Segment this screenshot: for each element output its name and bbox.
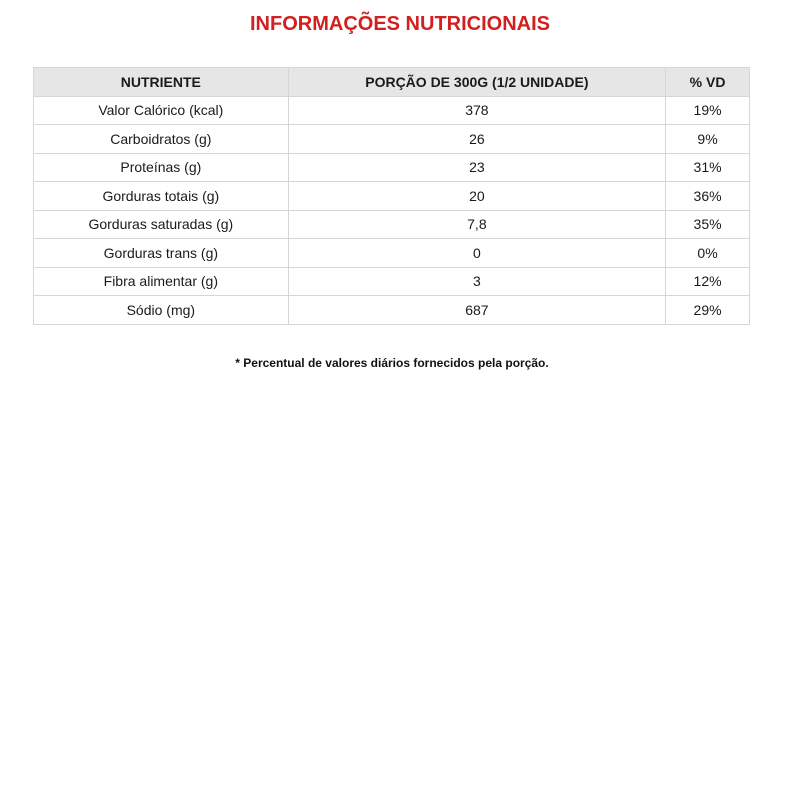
header-daily-value: % VD — [666, 68, 750, 97]
portion-cell: 3 — [288, 267, 665, 296]
page-title: INFORMAÇÕES NUTRICIONAIS — [250, 13, 550, 35]
table-row — [34, 267, 750, 296]
daily-value-cell: 12% — [666, 267, 750, 296]
portion-cell: 23 — [288, 153, 665, 182]
table-row — [34, 125, 750, 154]
daily-value-cell: 0% — [666, 239, 750, 268]
table-row — [34, 239, 750, 268]
portion-cell: 7,8 — [288, 210, 665, 239]
nutrient-cell: Sódio (mg) — [34, 296, 289, 325]
table-header-row — [34, 68, 750, 97]
portion-cell: 0 — [288, 239, 665, 268]
nutrient-cell: Gorduras saturadas (g) — [34, 210, 289, 239]
portion-cell: 26 — [288, 125, 665, 154]
table-row — [34, 182, 750, 211]
nutrient-cell: Gorduras totais (g) — [34, 182, 289, 211]
table-row — [34, 153, 750, 182]
table-row — [34, 96, 750, 125]
portion-cell: 20 — [288, 182, 665, 211]
daily-value-cell: 36% — [666, 182, 750, 211]
daily-value-cell: 29% — [666, 296, 750, 325]
daily-value-cell: 19% — [666, 96, 750, 125]
header-nutrient: NUTRIENTE — [34, 68, 289, 97]
table-row — [34, 296, 750, 325]
nutrition-table — [33, 67, 750, 325]
table-row — [34, 210, 750, 239]
portion-cell: 378 — [288, 96, 665, 125]
header-portion: PORÇÃO DE 300G (1/2 UNIDADE) — [288, 68, 665, 97]
daily-value-cell: 35% — [666, 210, 750, 239]
nutrient-cell: Carboidratos (g) — [34, 125, 289, 154]
footnote: * Percentual de valores diários fornecidos pela porção. — [235, 356, 549, 370]
daily-value-cell: 9% — [666, 125, 750, 154]
nutrient-cell: Fibra alimentar (g) — [34, 267, 289, 296]
nutrient-cell: Proteínas (g) — [34, 153, 289, 182]
nutrient-cell: Gorduras trans (g) — [34, 239, 289, 268]
portion-cell: 687 — [288, 296, 665, 325]
nutrient-cell: Valor Calórico (kcal) — [34, 96, 289, 125]
daily-value-cell: 31% — [666, 153, 750, 182]
